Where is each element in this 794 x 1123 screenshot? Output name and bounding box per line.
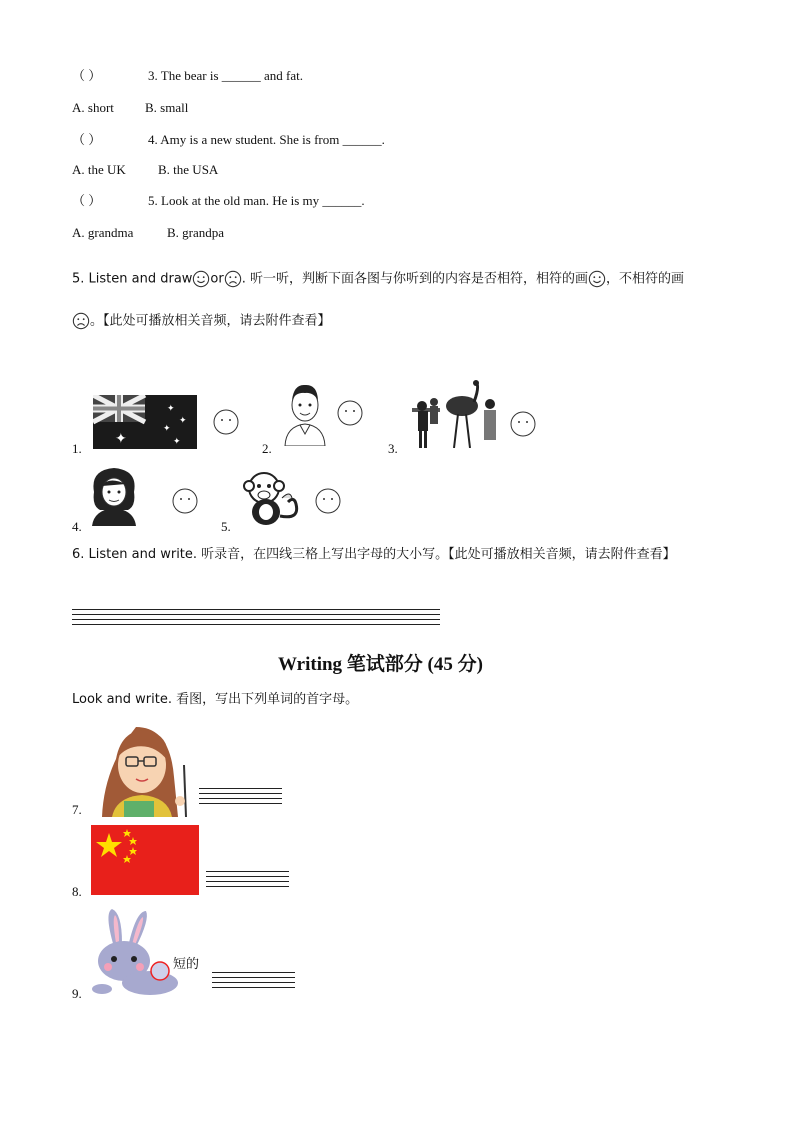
svg-text:✦: ✦ [167, 403, 175, 413]
people-and-ostrich-picture [408, 380, 502, 448]
blank-face-icon[interactable] [337, 400, 363, 426]
sad-face-icon [72, 312, 90, 330]
q5-option-b: B. grandpa [167, 225, 225, 240]
q3-option-b: B. small [145, 100, 189, 115]
china-flag-picture [91, 825, 199, 895]
look-and-write-instruction: Look and write. 看图，写出下列单词的首字母。 [72, 692, 359, 707]
q4-text: 4. Amy is a new student. She is from ______. [148, 132, 385, 147]
q5-text: 5. Look at the old man. He is my ______. [148, 193, 365, 208]
q4-option-a: A. the UK [72, 162, 126, 177]
svg-text:✦: ✦ [163, 423, 171, 433]
sec5-text-a: 5. Listen and draw [72, 271, 193, 287]
smile-face-icon [588, 270, 606, 288]
q5-option-a: A. grandma [72, 225, 134, 240]
item-number: 3. [388, 441, 398, 456]
q3-text: 3. The bear is ______ and fat. [148, 68, 303, 83]
four-line-grid[interactable] [199, 788, 282, 808]
svg-text:✦: ✦ [179, 415, 187, 425]
item-number: 9. [72, 986, 82, 1001]
q5-paren: （ ） [72, 193, 102, 208]
q4-paren: （ ） [72, 132, 102, 147]
svg-text:✦: ✦ [115, 432, 127, 447]
short-label: 短的 [173, 957, 200, 972]
blank-face-icon[interactable] [315, 488, 341, 514]
svg-text:✦: ✦ [173, 436, 181, 446]
sec5-text-line2: 。【此处可播放相关音频，请去附件查看】 [90, 313, 331, 329]
item-number: 7. [72, 802, 82, 817]
blank-face-icon[interactable] [510, 411, 536, 437]
rabbit-picture [90, 905, 180, 997]
item-number: 8. [72, 884, 82, 899]
sec5-text-b: . 听一听，判断下面各图与你听到的内容是否相符，相符的画 [241, 271, 588, 287]
item-number: 2. [262, 441, 272, 456]
item-number: 1. [72, 441, 82, 456]
sec6-instruction: 6. Listen and write. 听录音，在四线三格上写出字母的大小写。【此处可播放相关音频，请去附件查看】 [72, 547, 676, 562]
four-line-grid[interactable] [206, 871, 289, 891]
writing-section-title: Writing 笔试部分 (45 分) [278, 654, 483, 675]
monkey-picture [238, 468, 304, 528]
australia-flag-picture [93, 395, 197, 449]
sec5-instruction-line2 [72, 312, 331, 330]
four-line-grid[interactable] [72, 609, 440, 629]
smile-face-icon [192, 270, 210, 288]
blank-face-icon[interactable] [213, 409, 239, 435]
boy-picture [280, 378, 330, 446]
teacher-picture [94, 717, 194, 817]
sec5-text-c: ，不相符的画 [606, 271, 685, 287]
q3-paren: （ ） [72, 68, 102, 83]
sec5-instruction [72, 270, 684, 288]
sad-face-icon [224, 270, 242, 288]
q4-option-b: B. the USA [158, 162, 219, 177]
sec5-text-or: or [210, 271, 224, 287]
blank-face-icon[interactable] [172, 488, 198, 514]
four-line-grid[interactable] [212, 972, 295, 992]
girl-picture [88, 462, 140, 526]
item-number: 5. [221, 519, 231, 534]
item-number: 4. [72, 519, 82, 534]
q3-option-a: A. short [72, 100, 114, 115]
